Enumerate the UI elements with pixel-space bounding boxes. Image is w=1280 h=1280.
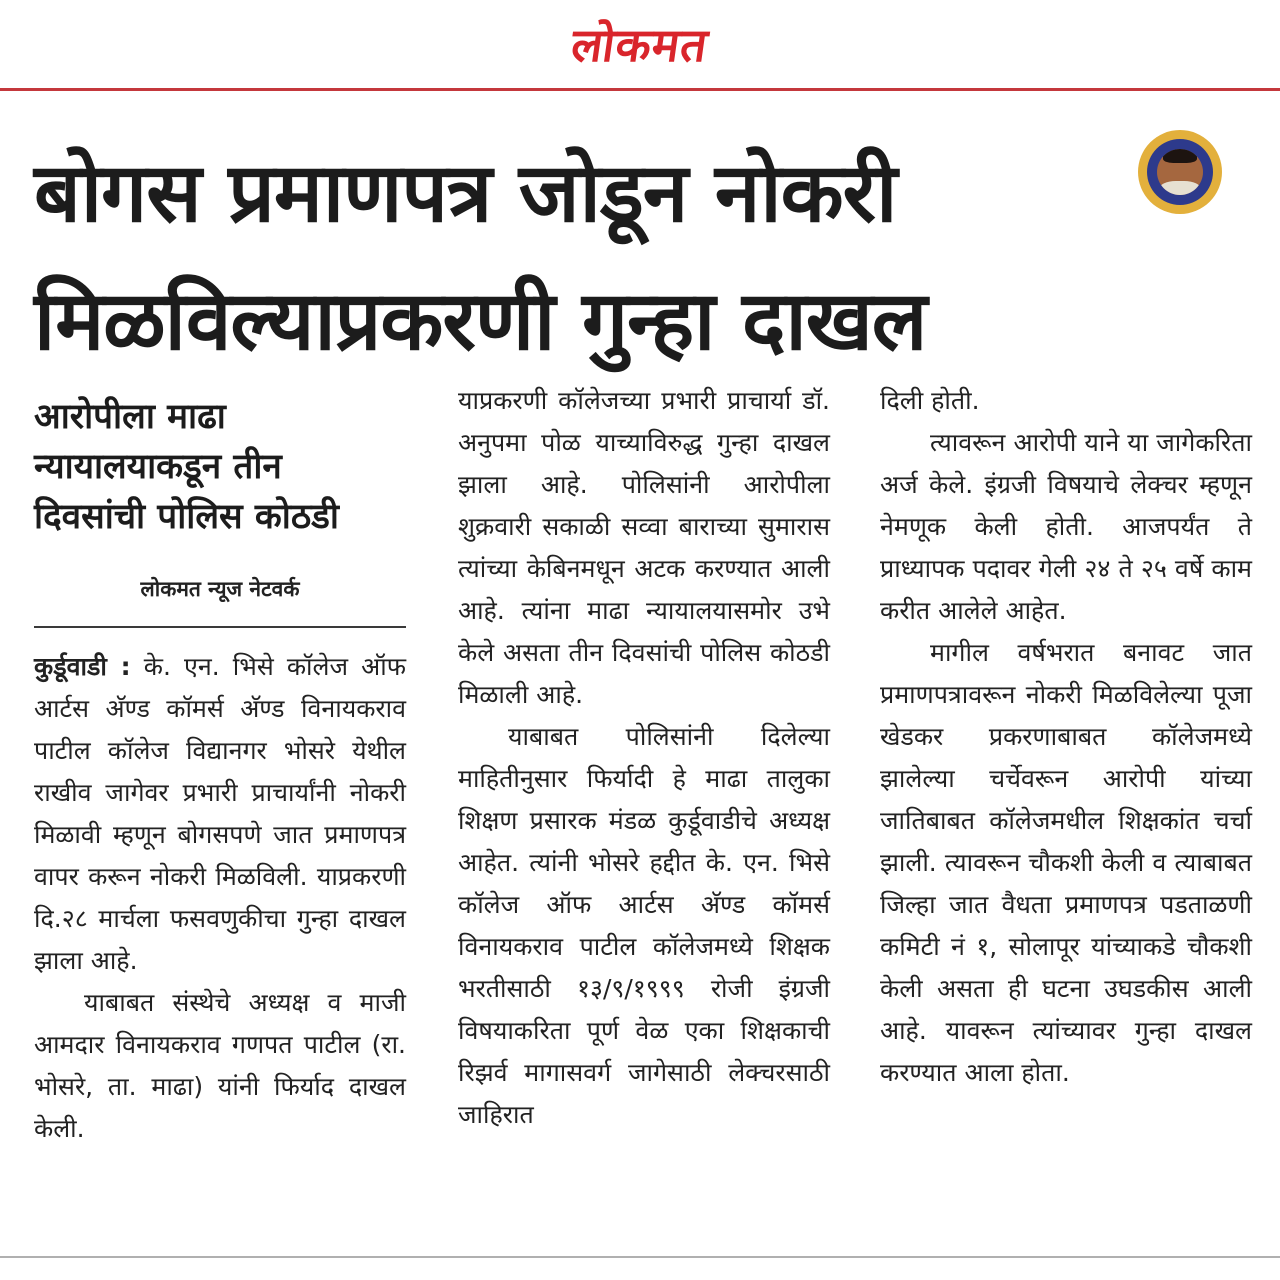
author-portrait-icon (1157, 149, 1203, 195)
dateline: कुर्डूवाडी : (34, 652, 131, 681)
subhead-line-2: न्यायालयाकडून तीन (34, 447, 282, 487)
article-paragraph: याबाबत संस्थेचे अध्यक्ष व माजी आमदार विनायकराव गणपत पाटील (रा. भोसरे, ता. माढा) यांनी फिर्याद दाखल केली. (34, 988, 406, 1143)
headline-line-2: मिळविल्याप्रकरणी गुन्हा दाखल (34, 274, 927, 369)
article-column-3 (880, 380, 1252, 1094)
newspaper-logo: लोकमत (567, 18, 712, 72)
subhead-line-3: दिवसांची पोलिस कोठडी (34, 497, 339, 537)
article-paragraph: त्यावरून आरोपी याने या जागेकरिता अर्ज केले. इंग्रजी विषयाचे लेक्चर म्हणून नेमणूक केली होती. आजपर्यंत ते प्राध्यापक पदावर गेली २४ ते २५ वर्षे काम करीत आलेले आहेत. (880, 428, 1252, 625)
paragraph-text: के. एन. भिसे कॉलेज ऑफ आर्टस अ‍ॅण्ड कॉमर्स अ‍ॅण्ड विनायकराव पाटील कॉलेज विद्यानगर भोसरे येथील राखीव जागेवर प्रभारी प्राचार्यांनी नोकरी मिळावी म्हणून बोगसपणे जात प्रमाणपत्र वापर करून नोकरी मिळविली. याप्रकरणी दि.२८ मार्चला फसवणुकीचा गुन्हा दाखल झाला आहे. (34, 652, 406, 975)
article-paragraph: दिली होती. (880, 386, 980, 415)
subheadline (34, 392, 406, 542)
article-paragraph: मागील वर्षभरात बनावट जात प्रमाणपत्रावरून नोकरी मिळविलेल्या पूजा खेडकर प्रकरणाबाबत कॉलेजमध्ये झालेल्या चर्चेवरून आरोपी यांच्या जातिबाबत कॉलेजमधील शिक्षकांत चर्चा झाली. त्यावरून चौकशी केली व त्याबाबत जिल्हा जात वैधता प्रमाणपत्र पडताळणी कमिटी नं १, सोलापूर यांच्याकडे चौकशी केली असता ही घटना उघडकीस आली आहे. यावरून त्यांच्यावर गुन्हा दाखल करण्यात आला होता. (880, 638, 1252, 1087)
badge-ring (1147, 139, 1213, 205)
article-column-1 (34, 392, 406, 1150)
article-paragraph: याप्रकरणी कॉलेजच्या प्रभारी प्राचार्या डॉ. अनुपमा पोळ याच्याविरुद्ध गुन्हा दाखल झाला आहे. पोलिसांनी आरोपीला शुक्रवारी सकाळी सव्वा बाराच्या सुमारास त्यांच्या केबिनमधून अटक करण्यात आली आहे. त्यांना माढा न्यायालयासमोर उभे केले असता तीन दिवसांची पोलिस कोठडी मिळाली आहे. (458, 386, 830, 709)
headline-line-1: बोगस प्रमाणपत्र जोडून नोकरी (34, 146, 897, 241)
article-paragraph (34, 646, 406, 982)
byline: लोकमत न्यूज नेटवर्क (140, 577, 300, 601)
article-column-2 (458, 380, 830, 1136)
page-bottom-rule (0, 1256, 1280, 1258)
author-badge-icon (1138, 130, 1222, 214)
masthead (0, 0, 1280, 88)
article-paragraph: याबाबत पोलिसांनी दिलेल्या माहितीनुसार फिर्यादी हे माढा तालुका शिक्षण प्रसारक मंडळ कुर्डूवाडीचे अध्यक्ष आहेत. त्यांनी भोसरे हद्दीत के. एन. भिसे कॉलेज ऑफ आर्टस अ‍ॅण्ड कॉमर्स विनायकराव पाटील कॉलेजमध्ये शिक्षक भरतीसाठी १३/९/१९९९ रोजी इंग्रजी विषयाकरिता पूर्ण वेळ एका शिक्षकाची रिझर्व मागासवर्ग जागेसाठी लेक्चरसाठी जाहिरात (458, 722, 830, 1129)
headline (34, 130, 1144, 386)
subhead-line-1: आरोपीला माढा (34, 397, 226, 437)
byline-divider (34, 626, 406, 628)
masthead-divider (0, 88, 1280, 91)
